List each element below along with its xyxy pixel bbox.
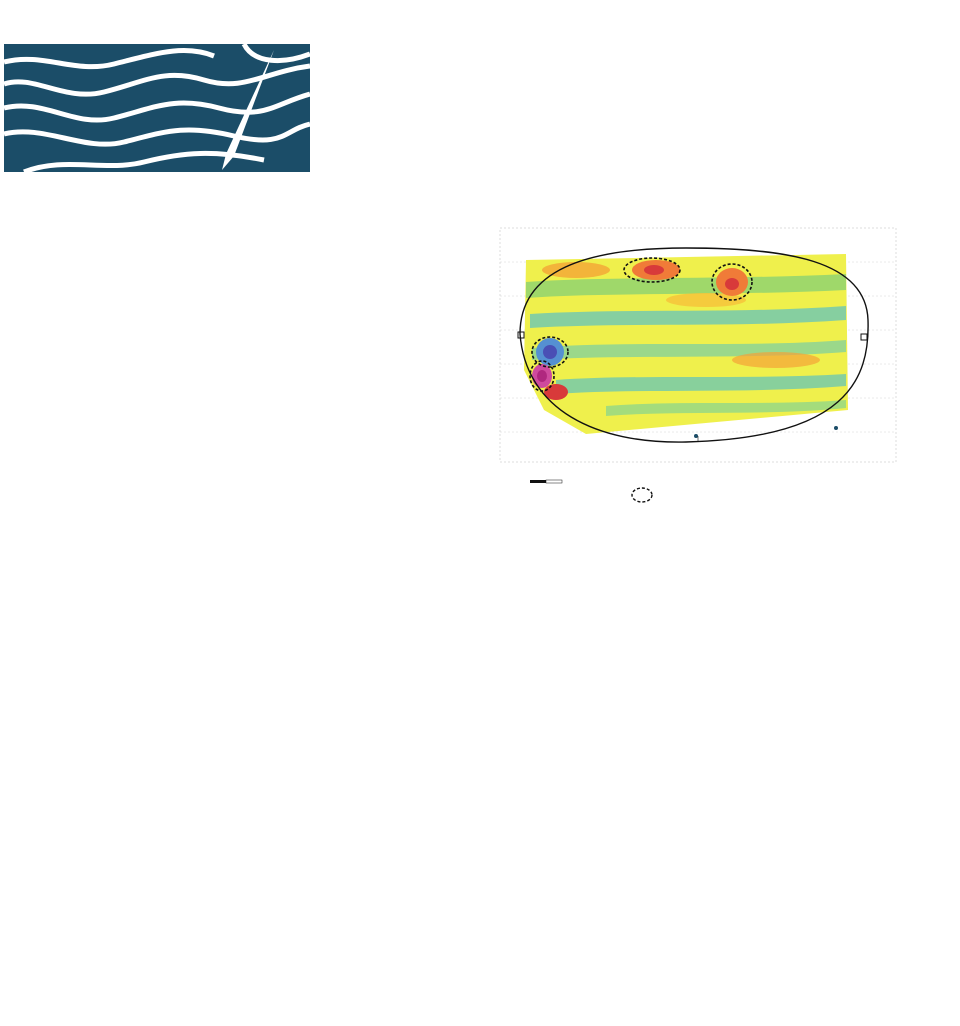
magnetic-gradient-map-svg	[486, 210, 960, 524]
geonova-logo	[4, 4, 310, 170]
gradient-heatmap	[524, 254, 848, 434]
stake-marker-left	[518, 332, 524, 338]
logo-contour-map	[4, 44, 310, 172]
magnetic-gradient-map	[486, 210, 960, 524]
stake-marker-right	[861, 334, 867, 340]
anomaly-legend-symbol	[632, 488, 652, 502]
scale-bar	[530, 480, 562, 483]
logo-wordmark	[4, 4, 310, 40]
